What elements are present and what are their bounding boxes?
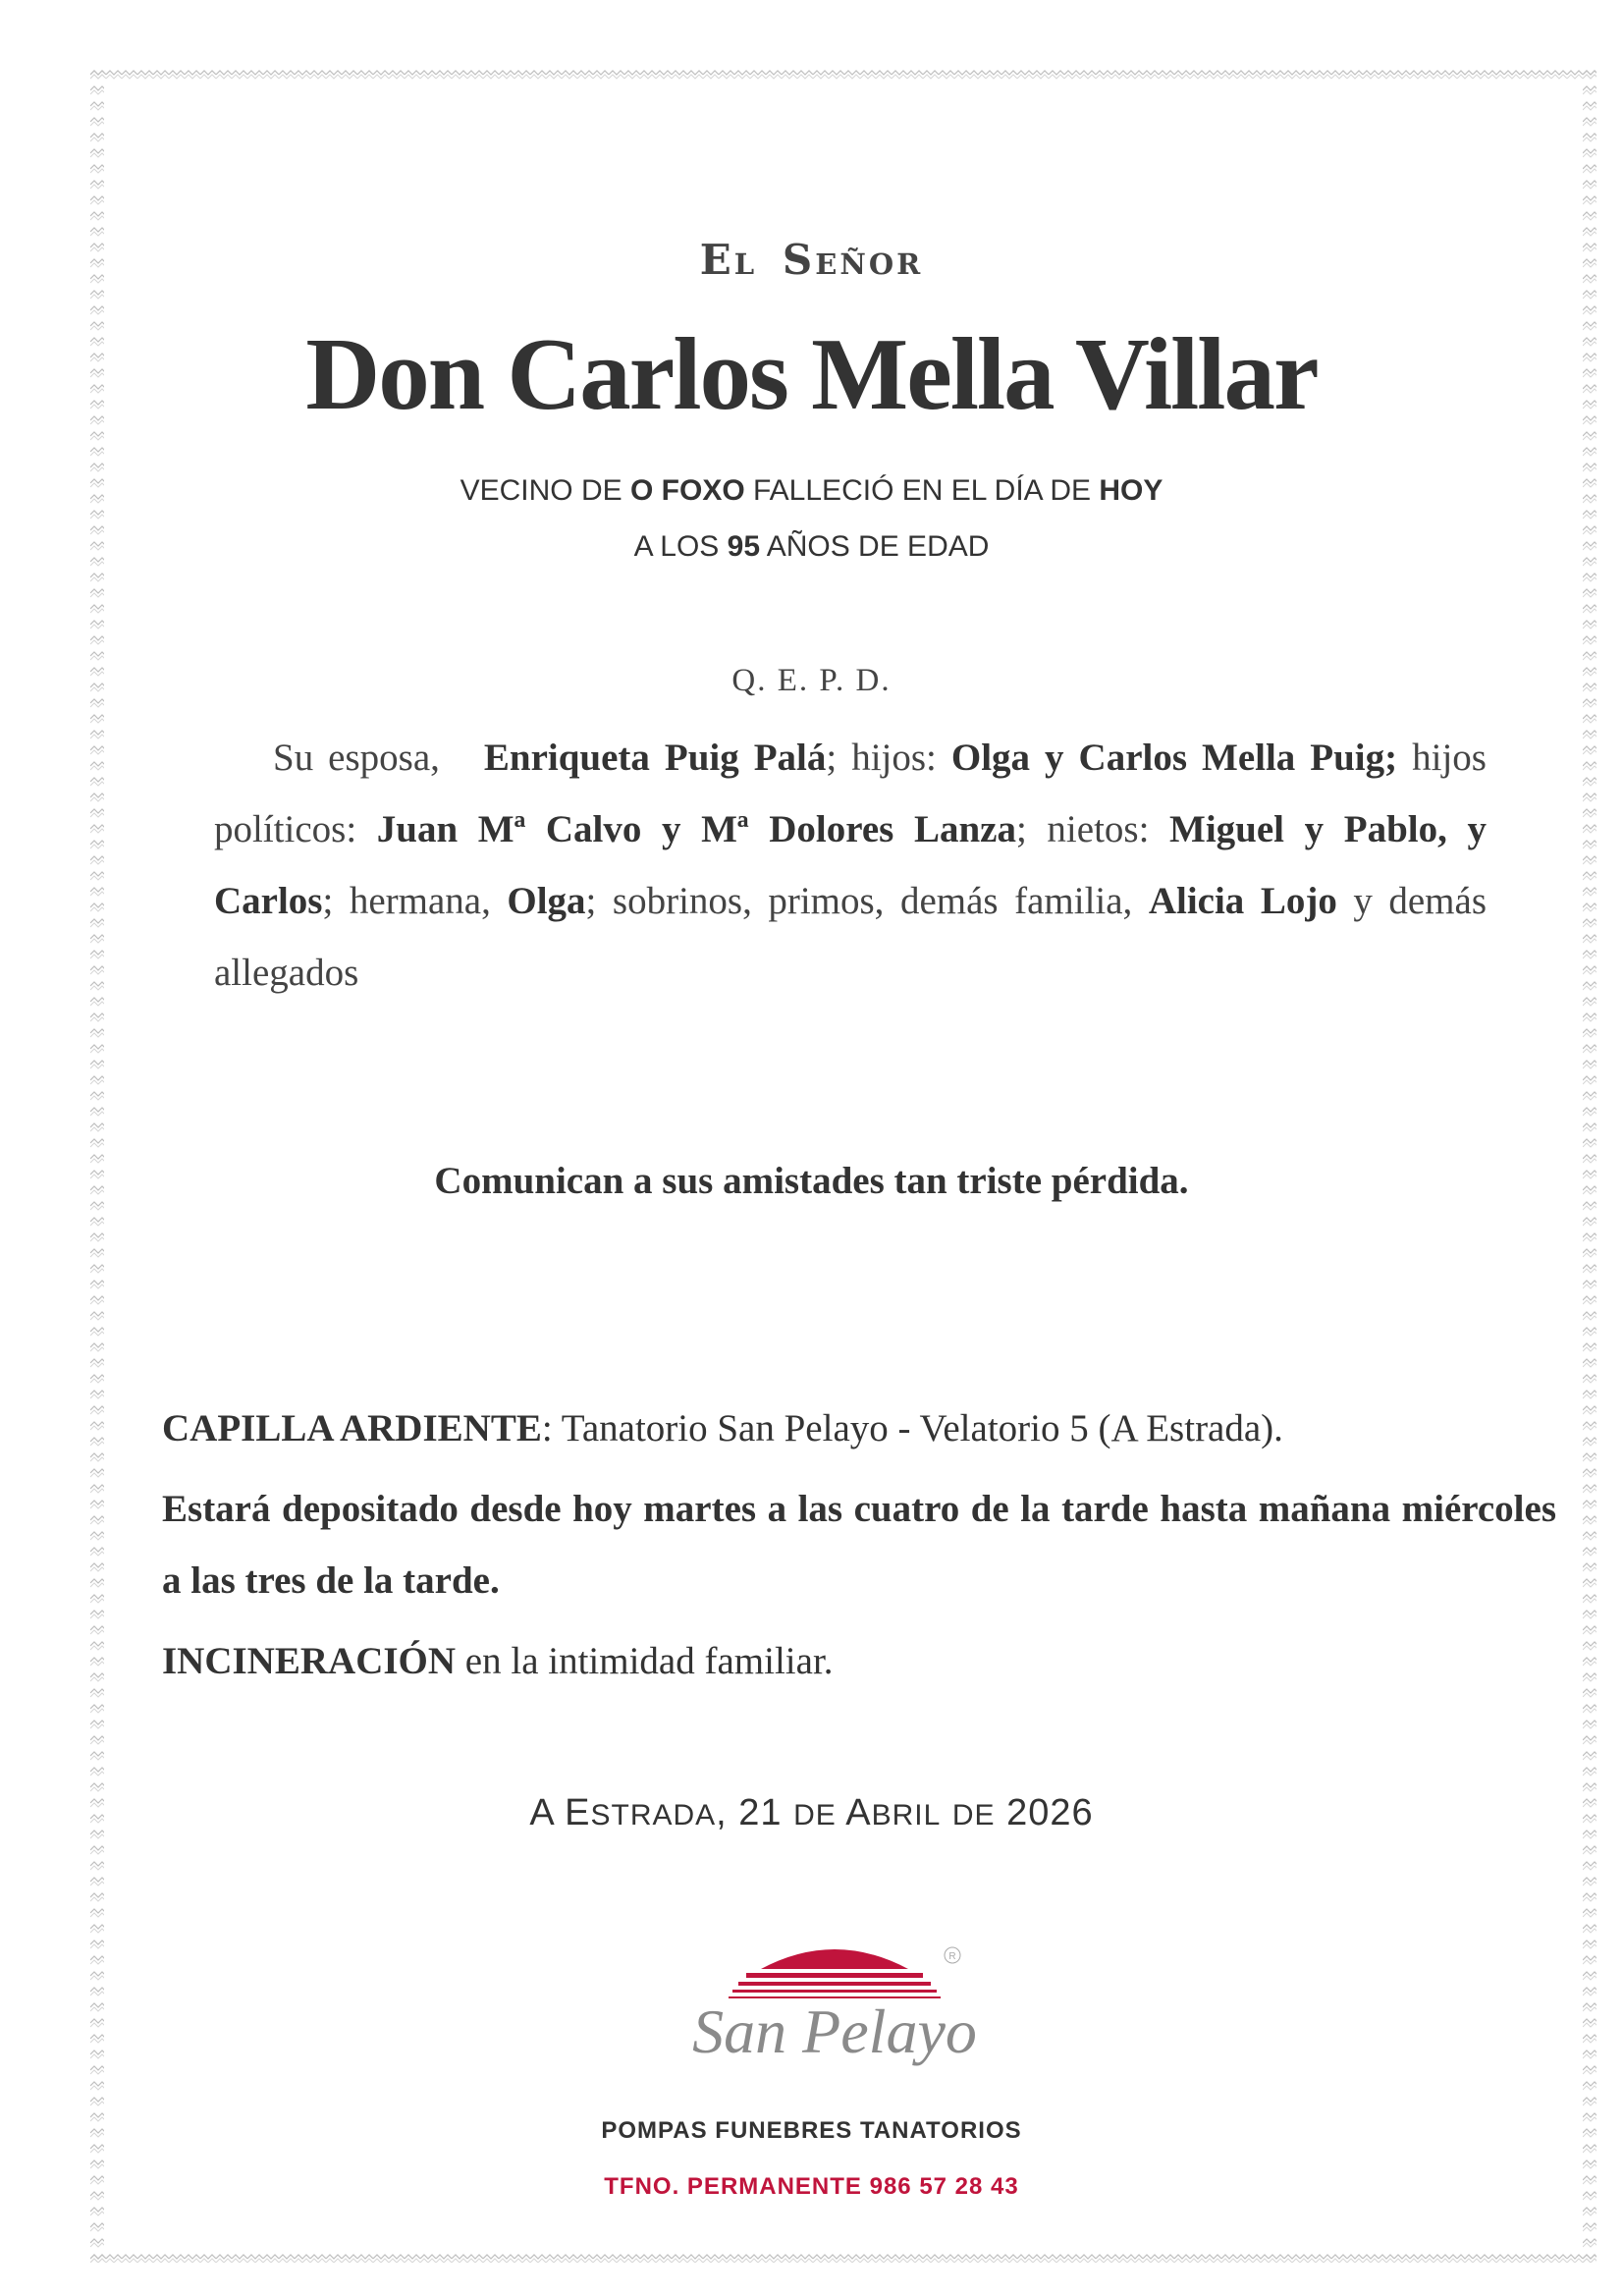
comunican-line: Comunican a sus amistades tan triste pérdida.: [434, 1160, 1189, 1202]
announcement-text: AÑOS DE EDAD: [760, 530, 990, 563]
announcement-line-2: [0, 530, 1623, 564]
incineracion-line: [162, 1625, 1556, 1697]
family-text: Su esposa,: [273, 737, 440, 779]
date-part: BRIL: [871, 1799, 942, 1831]
family-sister: Olga: [507, 880, 586, 922]
date-part: [941, 1792, 952, 1833]
family-text: y demás allegados: [214, 880, 1487, 994]
announcement-text: VECINO DE: [460, 474, 630, 507]
incineracion-label: INCINERACIÓN: [162, 1640, 457, 1682]
registered-mark: R: [948, 1951, 956, 1962]
date-part: A: [836, 1792, 872, 1833]
family-text: ; hijos:: [826, 737, 951, 779]
date-part: DE: [793, 1799, 837, 1831]
family-text: ; sobrinos, primos, demás familia,: [585, 880, 1149, 922]
company-phone: TFNO. PERMANENTE 986 57 28 43: [604, 2173, 1019, 2200]
capilla-label: CAPILLA ARDIENTE: [162, 1407, 542, 1449]
qepd: Q. E. P. D.: [731, 663, 892, 698]
family-paragraph: [214, 722, 1487, 1009]
announcement-text: FALLECIÓ EN EL DÍA DE: [744, 474, 1100, 507]
announcement-age: 95: [727, 530, 761, 563]
sun-rays-icon: [677, 1930, 992, 2097]
date-line: [0, 1792, 1623, 1834]
company-tagline: POMPAS FUNEBRES TANATORIOS: [601, 2117, 1022, 2144]
family-children: Olga y Carlos Mella Puig;: [950, 737, 1398, 779]
logo-text: San Pelayo: [692, 1996, 977, 2066]
estara-paragraph: Estará depositado desde hoy martes a las cuatro de la tarde hasta mañana miércoles a las tres de la tarde.: [162, 1488, 1556, 1602]
family-grandchildren: Miguel y Pablo, y Carlos: [214, 808, 1487, 922]
heading-senor: Señor: [782, 236, 924, 284]
capilla-text: : Tanatorio San Pelayo - Velatorio 5 (A Estrada).: [541, 1407, 1283, 1449]
date-part: A E: [529, 1792, 591, 1833]
family-in-laws: Juan Mª Calvo y Mª Dolores Lanza: [376, 808, 1016, 850]
heading-el: El: [699, 236, 758, 284]
announcement-line-1: [0, 474, 1623, 508]
incineracion-text: en la intimidad familiar.: [456, 1640, 834, 1682]
heading-title: [0, 236, 1623, 284]
announcement-text: A LOS: [633, 530, 728, 563]
deceased-name: Don Carlos Mella Villar: [305, 316, 1318, 431]
announcement-place: O FOXO: [629, 474, 745, 507]
san-pelayo-logo: [677, 1930, 992, 2097]
family-text: hijos políticos:: [214, 737, 1487, 850]
family-spouse: Enriqueta Puig Palá: [483, 737, 827, 779]
capilla-line: [162, 1393, 1556, 1464]
family-text: ; nietos:: [1015, 808, 1170, 850]
date-part: DE: [951, 1799, 996, 1831]
date-part: 2026: [995, 1792, 1094, 1833]
date-part: , 21: [716, 1792, 794, 1833]
date-part: STRADA: [590, 1799, 717, 1831]
announcement-day: HOY: [1099, 474, 1163, 507]
family-text: ; hermana,: [322, 880, 508, 922]
family-friend: Alicia Lojo: [1148, 880, 1337, 922]
